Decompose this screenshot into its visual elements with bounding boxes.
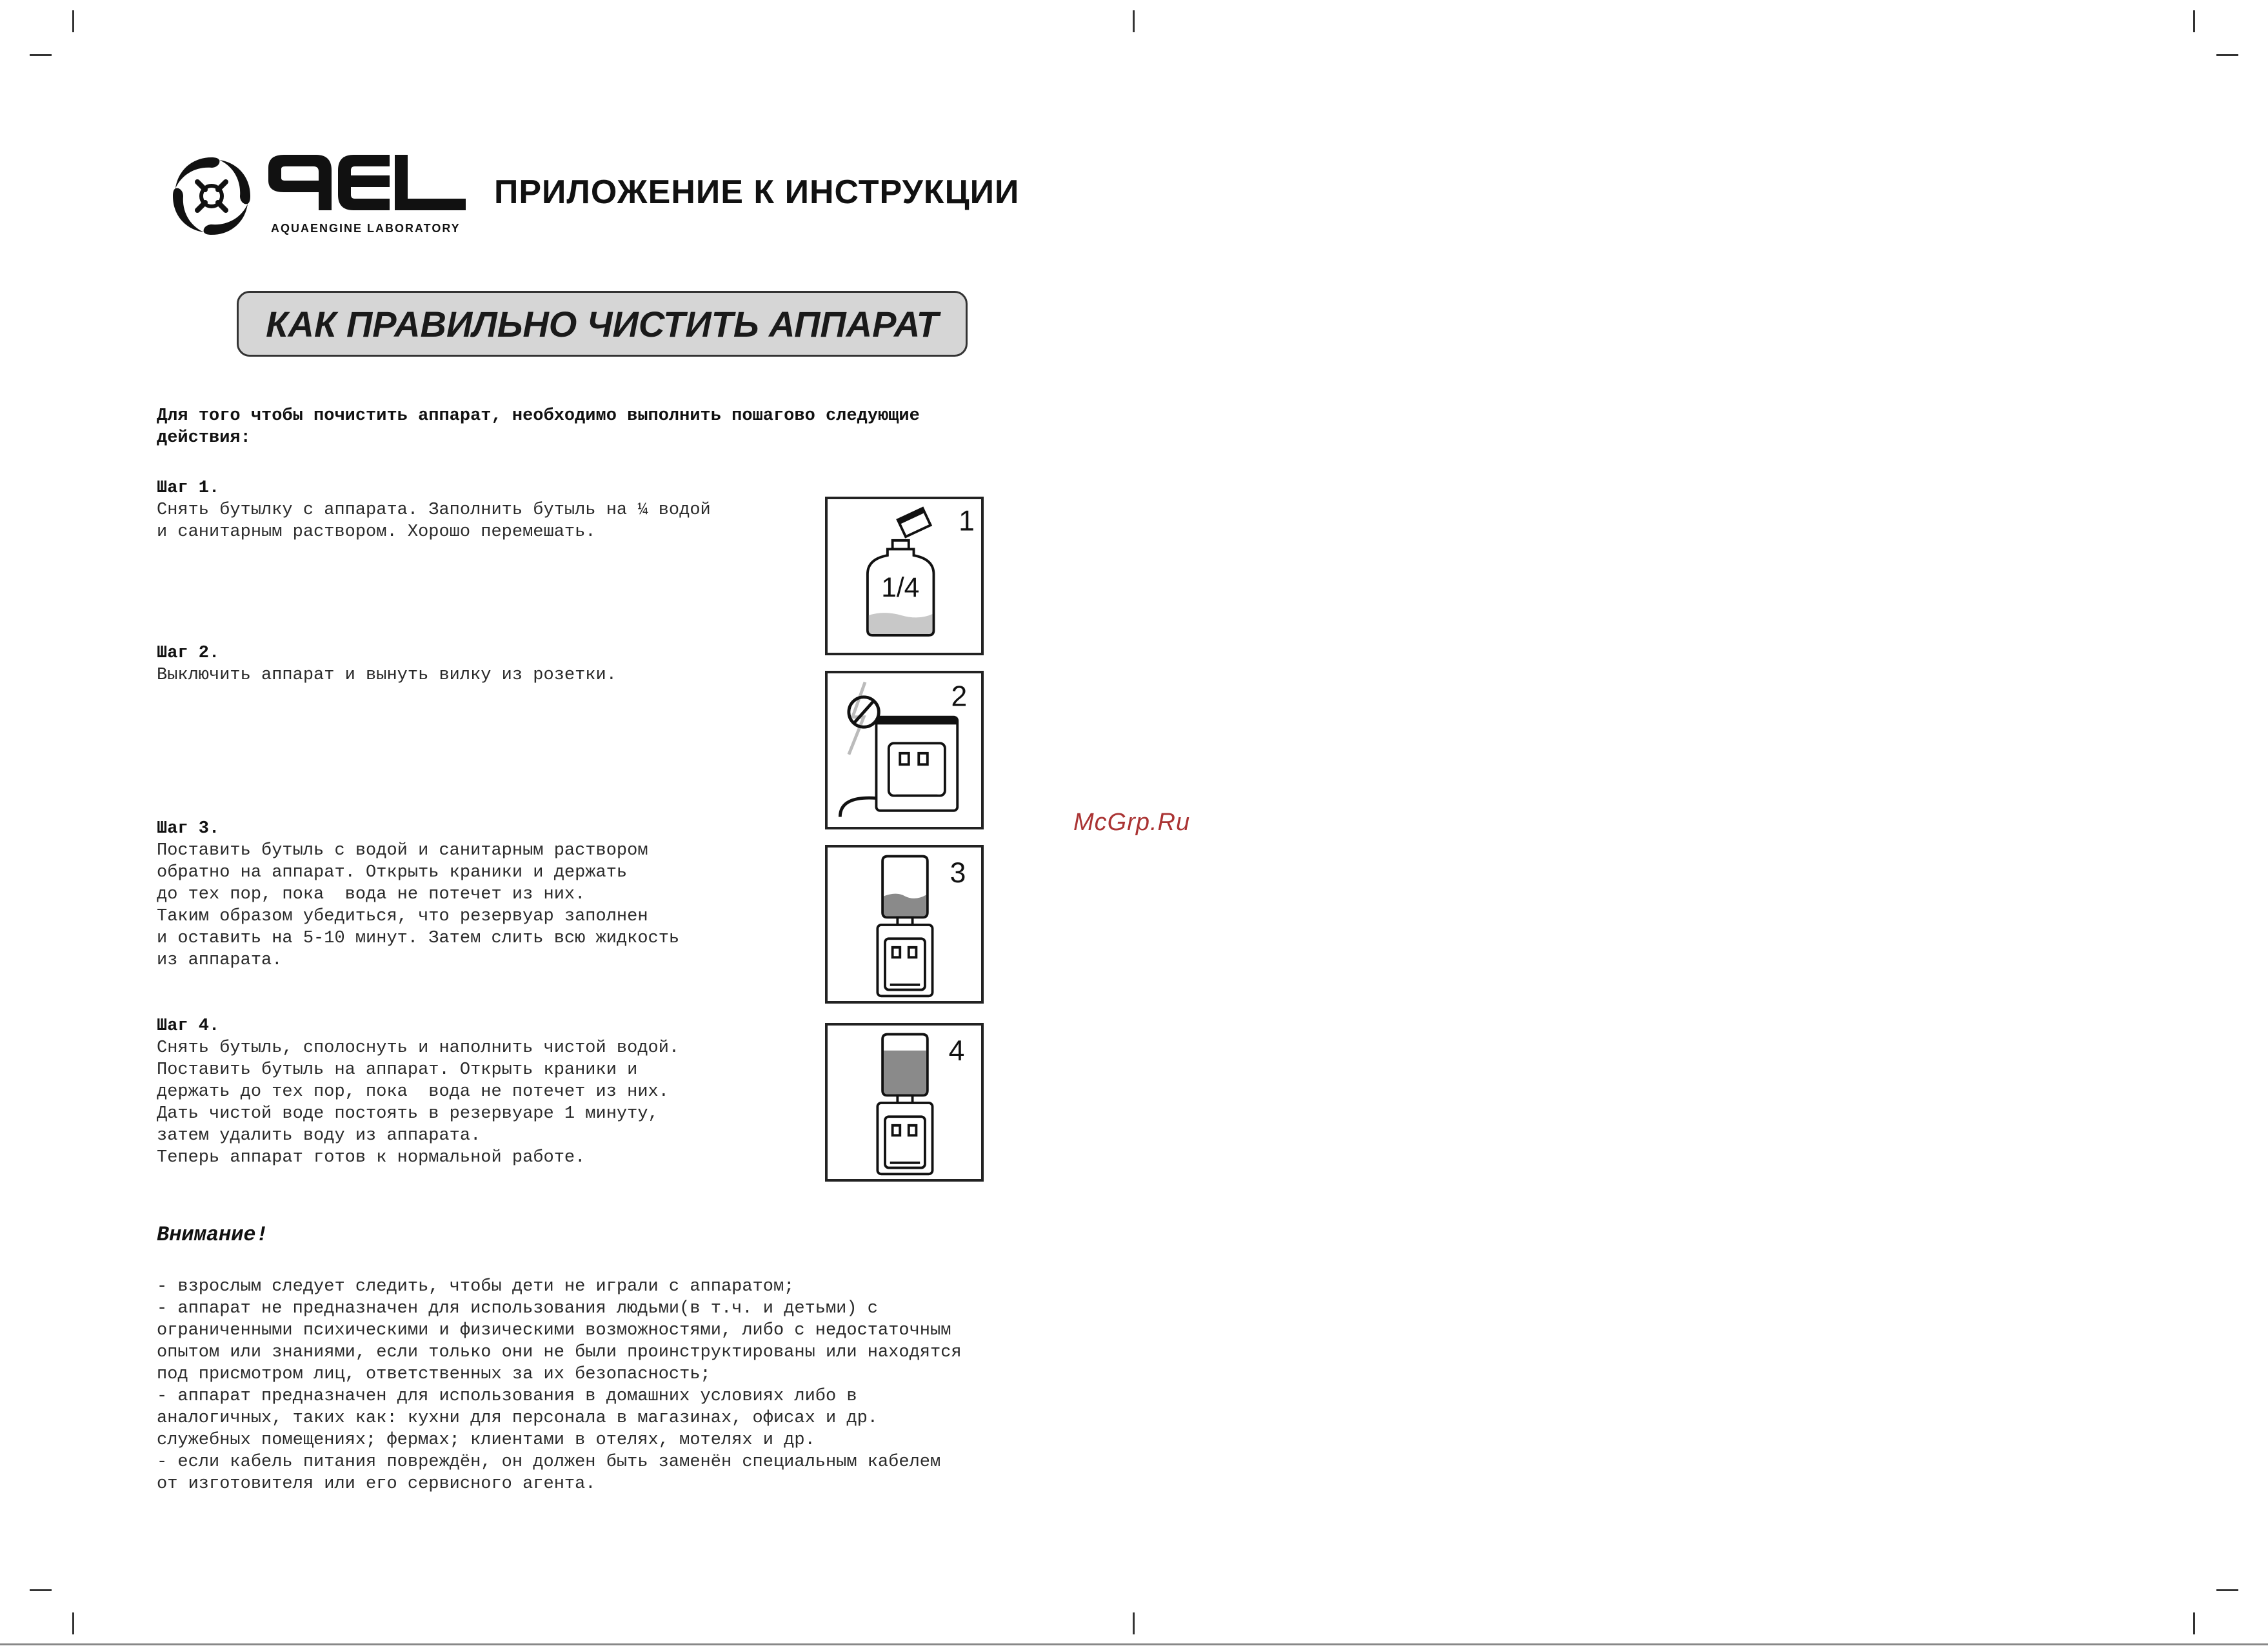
step-1-figure — [825, 497, 984, 655]
crop-mark — [2216, 54, 2238, 56]
warning-heading: Внимание! — [157, 1223, 268, 1247]
swirl-logo-icon — [166, 151, 257, 241]
crop-mark — [1133, 10, 1135, 32]
step-4-line: Теперь аппарат готов к нормальной работе. — [157, 1148, 586, 1167]
step-4-heading: Шаг 4. — [157, 1016, 220, 1036]
step-3-line: и оставить на 5-10 минут. Затем слить всю жидкость — [157, 929, 680, 948]
warning-line: от изготовителя или его сервисного агента. — [157, 1474, 596, 1494]
banner-title: КАК ПРАВИЛЬНО ЧИСТИТЬ АППАРАТ — [266, 303, 939, 344]
intro-line-1: Для того чтобы почистить аппарат, необходимо выполнить пошагово следующие — [157, 406, 920, 426]
fill-level-label: 1/4 — [881, 571, 920, 603]
page-title: ПРИЛОЖЕНИЕ К ИНСТРУКЦИИ — [494, 174, 1020, 211]
step-3-line: обратно на аппарат. Открыть краники и держать — [157, 863, 628, 882]
step-1-line: и санитарным раствором. Хорошо перемешать. — [157, 522, 596, 542]
ael-wordmark — [268, 155, 466, 213]
warning-line: - аппарат не предназначен для использования людьми(в т.ч. и детьми) с — [157, 1299, 878, 1318]
step-3-figure — [825, 845, 984, 1004]
crop-mark — [1133, 1612, 1135, 1634]
warning-line: аналогичных, таких как: кухни для персонала в магазинах, офисах и др. — [157, 1409, 878, 1428]
step-3-line: Таким образом убедиться, что резервуар заполнен — [157, 907, 648, 926]
crop-mark — [2193, 1612, 2195, 1634]
crop-mark — [30, 1589, 52, 1591]
intro-line-2: действия: — [157, 428, 251, 448]
step-3-line: до тех пор, пока вода не потечет из них. — [157, 885, 586, 904]
crop-mark — [30, 54, 52, 56]
warning-line: - если кабель питания повреждён, он должен быть заменён специальным кабелем — [157, 1453, 941, 1472]
page-bottom-rule — [0, 1643, 2268, 1645]
crop-mark — [2193, 10, 2195, 32]
warning-line: служебных помещениях; фермах; клиентами в отелях, мотелях и др. — [157, 1431, 815, 1450]
warning-line: - взрослым следует следить, чтобы дети не играли с аппаратом; — [157, 1277, 795, 1296]
step-2-line: Выключить аппарат и вынуть вилку из розетки. — [157, 666, 617, 685]
step-4-line: Поставить бутыль на аппарат. Открыть краники и — [157, 1060, 638, 1080]
warning-line: опытом или знаниями, если только они не были проинструктированы или находятся — [157, 1343, 962, 1362]
cooler-with-bottle-icon — [877, 857, 932, 997]
warning-line: ограниченными психическими и физическими возможностями, либо с недостаточным — [157, 1321, 951, 1340]
step-4-line: держать до тех пор, пока вода не потечет из них. — [157, 1082, 669, 1102]
cooler-with-full-bottle-icon — [877, 1035, 932, 1175]
step-1-heading: Шаг 1. — [157, 479, 220, 498]
figure-number: 4 — [948, 1035, 965, 1067]
warning-line: - аппарат предназначен для использования в домашних условиях либо в — [157, 1387, 857, 1406]
figure-number: 1 — [959, 505, 975, 537]
step-4-line: Снять бутыль, сполоснуть и наполнить чистой водой. — [157, 1038, 680, 1058]
warning-line: под присмотром лиц, ответственных за их безопасность; — [157, 1365, 711, 1384]
step-2-figure — [825, 671, 984, 829]
step-4-line: затем удалить воду из аппарата. — [157, 1126, 481, 1145]
brand-subtitle: AQUAENGINE LABORATORY — [271, 222, 461, 235]
figure-number: 3 — [950, 857, 966, 889]
step-3-line: из аппарата. — [157, 951, 283, 970]
brand-logo — [166, 151, 470, 241]
figure-number: 2 — [951, 680, 968, 713]
crop-mark — [2216, 1589, 2238, 1591]
no-power-icon — [849, 682, 879, 755]
crop-mark — [72, 10, 74, 32]
step-4-figure — [825, 1023, 984, 1182]
step-4-line: Дать чистой воде постоять в резервуаре 1 минуту, — [157, 1104, 659, 1124]
watermark-link[interactable]: McGrp.Ru — [1073, 809, 1191, 836]
step-3-heading: Шаг 3. — [157, 819, 220, 838]
step-2-heading: Шаг 2. — [157, 644, 220, 663]
sachet-icon — [898, 508, 931, 537]
section-banner — [237, 291, 968, 357]
crop-mark — [72, 1612, 74, 1634]
step-1-line: Снять бутылку с аппарата. Заполнить бутыль на ¼ водой — [157, 501, 711, 520]
step-3-line: Поставить бутыль с водой и санитарным раствором — [157, 841, 648, 860]
